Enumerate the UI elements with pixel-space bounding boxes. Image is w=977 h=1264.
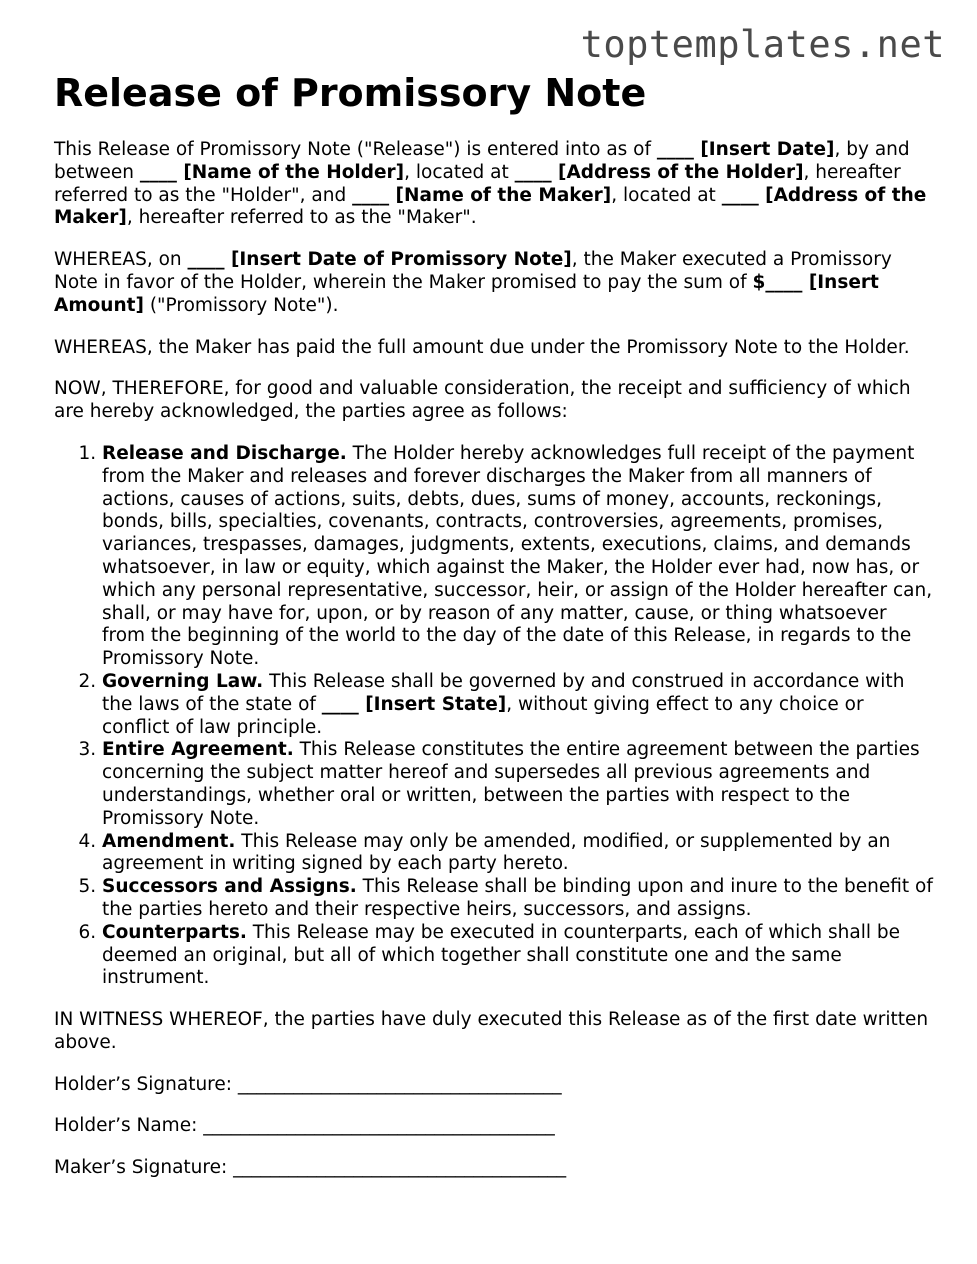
- clause-title: Amendment.: [102, 830, 236, 852]
- clause-governing-law: [102, 671, 934, 739]
- clause-title: Entire Agreement.: [102, 739, 294, 761]
- intro-text-6: , hereafter referred to as the "Maker".: [126, 207, 477, 229]
- clause-text: This Release may be executed in counterparts, each of which shall be deemed an original, but all of which together shall constitute one and the same instrument.: [102, 921, 901, 989]
- intro-text-2: , by and between: [54, 139, 910, 183]
- clause-successors-and-assigns: [102, 876, 934, 922]
- witness-paragraph: IN WITNESS WHEREOF, the parties have duly executed this Release as of the first date written above.: [54, 1009, 929, 1053]
- clause-title: Release and Discharge.: [102, 442, 347, 464]
- clause-entire-agreement: [102, 739, 934, 830]
- document-page: [54, 70, 934, 1180]
- clause-text: This Release shall be governed by and construed in accordance with the laws of the state of: [102, 670, 905, 715]
- whereas1-text-2: , the Maker executed a Promissory Note in favor of the Holder, wherein the Maker promised to pay the sum of: [54, 249, 892, 293]
- clause-text: This Release shall be binding upon and inure to the benefit of the parties hereto and their respective heirs, successors, and assigns.: [102, 876, 933, 920]
- clause-amendment: [102, 831, 934, 877]
- clause-text: This Release constitutes the entire agreement between the parties concerning the subject matter hereof and supersedes all previous agreements and understandings, whether oral or written, between the parties with respect to the Promissory Note.: [102, 739, 920, 829]
- clause-text: This Release may only be amended, modified, or supplemented by an agreement in writing signed by each party hereto.: [102, 830, 891, 875]
- holder-signature-line: Holder’s Signature: ___________________________________: [54, 1073, 562, 1095]
- holder-address-placeholder: ____ [Address of the Holder]: [514, 161, 804, 183]
- clause-release-and-discharge: [102, 443, 934, 671]
- maker-address-placeholder: ____ [Address of the Maker]: [54, 184, 927, 229]
- clauses-list: [54, 443, 934, 990]
- whereas-paragraph-2: WHEREAS, the Maker has paid the full amount due under the Promissory Note to the Holder.: [54, 336, 910, 358]
- clause-title: Governing Law.: [102, 670, 264, 692]
- document-title: Release of Promissory Note: [54, 71, 647, 115]
- insert-date-placeholder: ____ [Insert Date]: [656, 139, 835, 160]
- intro-text-1: This Release of Promissory Note ("Release") is entered into as of: [54, 139, 657, 160]
- amount-placeholder: $____ [Insert Amount]: [54, 271, 879, 316]
- whereas1-text-3: ("Promissory Note").: [143, 294, 339, 316]
- insert-state-placeholder: ____ [Insert State]: [321, 693, 507, 715]
- clause-counterparts: [102, 922, 934, 990]
- whereas-paragraph-1: [54, 249, 934, 317]
- clause-title: Successors and Assigns.: [102, 876, 357, 898]
- watermark: toptemplates.net: [580, 23, 945, 66]
- clause-text: The Holder hereby acknowledges full receipt of the payment from the Maker and releases and forever discharges the Maker from all manners of actions, causes of actions, suits, debts, dues, sums of money, accounts, reckonings, bonds, bills, specialties, covenants, contracts, controversies, agreements, promises, variances, trespasses, damages, judgments, extents, executions, claims, and demands whatsoever, in law or equity, which against the Maker, the Holder ever had, now has, or which any personal representative, successor, heir, or assign of the Holder hereafter can, shall, or may have for, upon, or by reason of any matter, cause, or thing whatsoever from the beginning of the world to the day of the date of this Release, in regards to the Promissory Note.: [102, 442, 933, 670]
- intro-paragraph: [54, 139, 934, 230]
- clause-title: Counterparts.: [102, 921, 247, 943]
- intro-text-4: , hereafter referred to as the "Holder", and: [54, 161, 901, 206]
- holder-name-placeholder: ____ [Name of the Holder]: [139, 161, 405, 183]
- note-date-placeholder: ____ [Insert Date of Promissory Note]: [187, 249, 572, 271]
- whereas1-text-1: WHEREAS, on: [54, 249, 188, 271]
- intro-text-3: , located at: [404, 161, 515, 183]
- intro-text-5: , located at: [611, 184, 722, 206]
- maker-signature-line: Maker’s Signature: ____________________________________: [54, 1157, 567, 1179]
- now-therefore-paragraph: NOW, THEREFORE, for good and valuable consideration, the receipt and sufficiency of which are hereby acknowledged, the parties agree as follows:: [54, 378, 911, 423]
- clause-text: , without giving effect to any choice or conflict of law principle.: [102, 693, 864, 738]
- maker-name-placeholder: ____ [Name of the Maker]: [352, 184, 612, 206]
- holder-name-line: Holder’s Name: ______________________________________: [54, 1115, 555, 1137]
